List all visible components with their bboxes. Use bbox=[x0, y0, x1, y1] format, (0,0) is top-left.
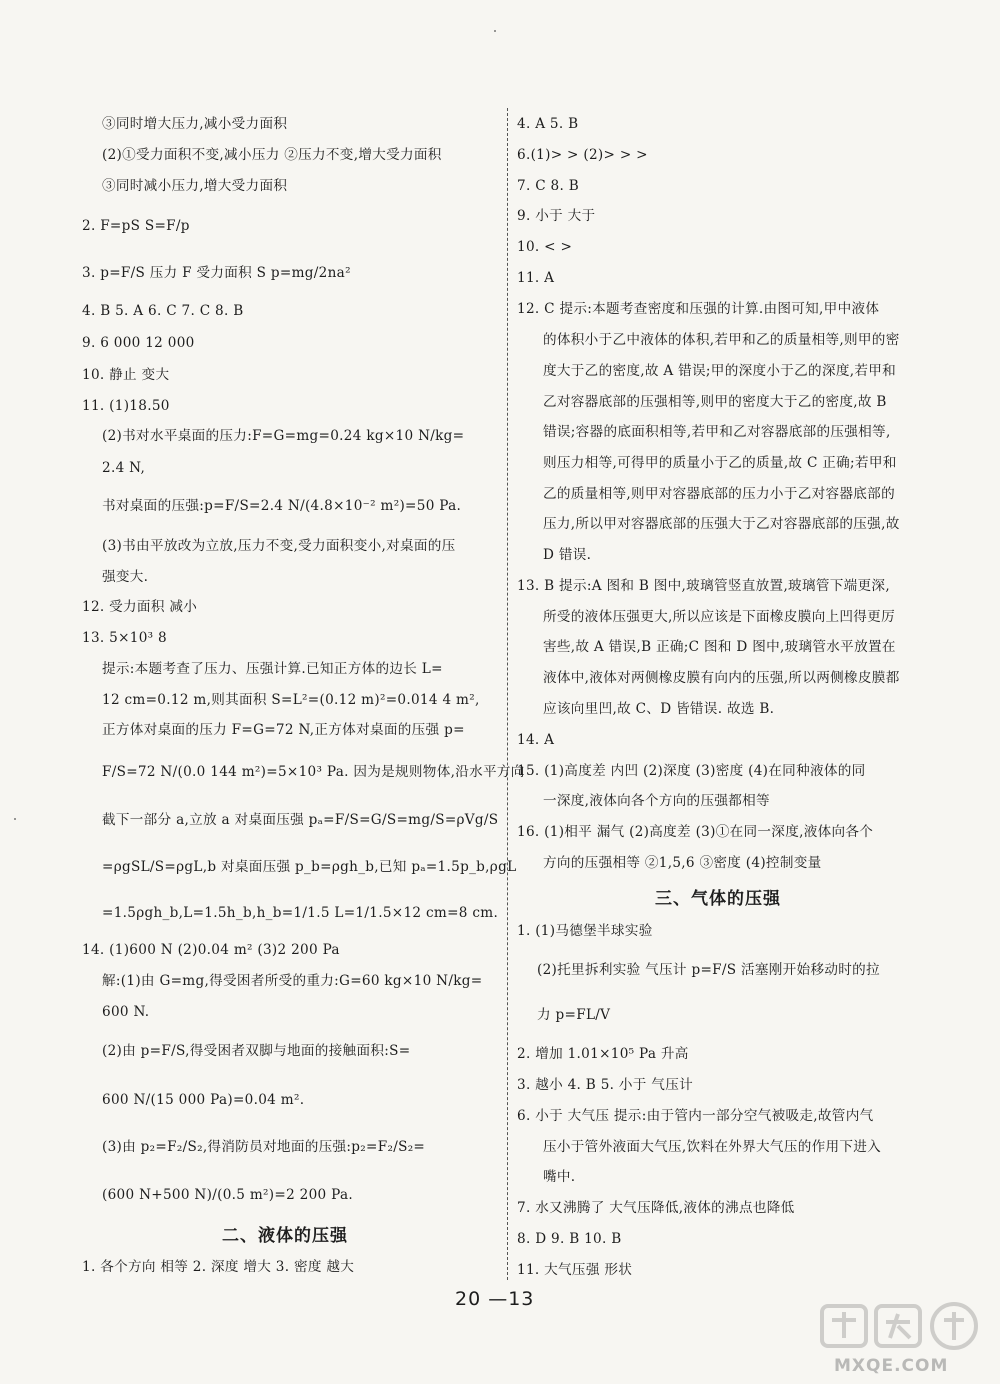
answer-line: 错误;容器的底面积相等,若甲和乙对容器底部的压强相等, bbox=[543, 424, 891, 440]
answer-line: 一深度,液体向各个方向的压强都相等 bbox=[543, 793, 770, 809]
answer-line: 16. (1)相平 漏气 (2)高度差 (3)①在同一深度,液体向各个 bbox=[517, 824, 874, 840]
answer-line: F/S=72 N/(0.0 144 m²)=5×10³ Pa. 因为是规则物体,沿水平方向 bbox=[102, 764, 525, 780]
answer-line: 11. A bbox=[517, 270, 555, 286]
answer-line: 2. 增加 1.01×10⁵ Pa 升高 bbox=[517, 1046, 689, 1062]
answer-line: 压小于管外液面大气压,饮料在外界大气压的作用下进入 bbox=[543, 1139, 882, 1155]
answer-line: (3)书由平放改为立放,压力不变,受力面积变小,对桌面的压 bbox=[102, 538, 456, 554]
section-title-gas-pressure: 三、气体的压强 bbox=[655, 889, 781, 909]
answer-line: 12 cm=0.12 m,则其面积 S=L²=(0.12 m)²=0.014 4 m², bbox=[102, 692, 480, 708]
column-divider bbox=[507, 108, 508, 1280]
answer-line: 正方体对桌面的压力 F=G=72 N,正方体对桌面的压强 p= bbox=[102, 722, 465, 738]
answer-line: 8. D 9. B 10. B bbox=[517, 1231, 622, 1247]
page-number: 20 —13 bbox=[455, 1288, 535, 1310]
answer-line: 强变大. bbox=[102, 569, 149, 585]
answer-line: 600 N. bbox=[102, 1004, 150, 1020]
answer-line: ③同时增大压力,减小受力面积 bbox=[102, 116, 288, 132]
watermark-text: MXQE.COM bbox=[834, 1356, 949, 1376]
answer-line: 12. 受力面积 减小 bbox=[82, 599, 198, 615]
answer-line: 压力,所以甲对容器底部的压强大于乙对容器底部的压强,故 bbox=[543, 516, 900, 532]
answer-line: 的体积小于乙中液体的体积,若甲和乙的质量相等,则甲的密 bbox=[543, 332, 900, 348]
answer-line: (2)①受力面积不变,减小压力 ②压力不变,增大受力面积 bbox=[102, 147, 442, 163]
answer-line: 3. 越小 4. B 5. 小于 气压计 bbox=[517, 1077, 693, 1093]
answer-line: 应该向里凹,故 C、D 皆错误. 故选 B. bbox=[543, 701, 775, 717]
answer-line: 9. 6 000 12 000 bbox=[82, 335, 195, 351]
answer-line: 6. 小于 大气压 提示:由于管内一部分空气被吸走,故管内气 bbox=[517, 1108, 874, 1124]
answer-line: (600 N+500 N)/(0.5 m²)=2 200 Pa. bbox=[102, 1187, 353, 1203]
answer-line: 1. (1)马德堡半球实验 bbox=[517, 923, 653, 939]
answer-line: 乙对容器底部的压强相等,则甲的密度大于乙的密度,故 B bbox=[543, 394, 887, 410]
answer-line: 600 N/(15 000 Pa)=0.04 m². bbox=[102, 1092, 305, 1108]
answer-line: 7. C 8. B bbox=[517, 178, 579, 194]
answer-line: 4. A 5. B bbox=[517, 116, 579, 132]
answer-line: 6.(1)> > (2)> > > bbox=[517, 147, 648, 163]
answer-line: (2)由 p=F/S,得受困者双脚与地面的接触面积:S= bbox=[102, 1043, 411, 1059]
answer-line: 提示:本题考查了压力、压强计算.已知正方体的边长 L= bbox=[102, 661, 443, 677]
answer-line: 9. 小于 大于 bbox=[517, 208, 596, 224]
answer-line: 乙的质量相等,则甲对容器底部的压力小于乙对容器底部的 bbox=[543, 486, 895, 502]
answer-line: 截下一部分 a,立放 a 对桌面压强 pₐ=F/S=G/S=mg/S=ρVg/S bbox=[102, 812, 499, 828]
answer-line: 嘴中. bbox=[543, 1169, 576, 1185]
answer-line: 11. 大气压强 形状 bbox=[517, 1262, 633, 1278]
answer-line: (3)由 p₂=F₂/S₂,得消防员对地面的压强:p₂=F₂/S₂= bbox=[102, 1139, 426, 1155]
answer-line: 方向的压强相等 ②1,5,6 ③密度 (4)控制变量 bbox=[543, 855, 822, 871]
answer-line: ③同时减小压力,增大受力面积 bbox=[102, 178, 288, 194]
answer-line: (2)书对水平桌面的压力:F=G=mg=0.24 kg×10 N/kg= bbox=[102, 428, 465, 444]
answer-line: 4. B 5. A 6. C 7. C 8. B bbox=[82, 303, 244, 319]
margin-dot bbox=[494, 30, 496, 32]
answer-line: 14. A bbox=[517, 732, 555, 748]
answer-line: D 错误. bbox=[543, 547, 592, 563]
answer-line: 14. (1)600 N (2)0.04 m² (3)2 200 Pa bbox=[82, 942, 340, 958]
answer-line: =ρgSL/S=ρgL,b 对桌面压强 p_b=ρgh_b,已知 pₐ=1.5p_b,ρgL bbox=[102, 859, 517, 875]
answer-line: 11. (1)18.50 bbox=[82, 398, 170, 414]
answer-line: 13. 5×10³ 8 bbox=[82, 630, 167, 646]
answer-line: =1.5ρgh_b,L=1.5h_b,h_b=1/1.5 L=1/1.5×12 cm=8 cm. bbox=[102, 905, 499, 921]
answer-line: 液体中,液体对两侧橡皮膜有向内的压强,所以两侧橡皮膜都 bbox=[543, 670, 900, 686]
answer-line: 10. < > bbox=[517, 239, 573, 255]
answer-line: 10. 静止 变大 bbox=[82, 367, 170, 383]
answer-line: 害些,故 A 错误,B 正确;C 图和 D 图中,玻璃管水平放置在 bbox=[543, 639, 896, 655]
answer-line: (2)托里拆利实验 气压计 p=F/S 活塞刚开始移动时的拉 bbox=[537, 962, 880, 978]
answer-line: 12. C 提示:本题考查密度和压强的计算.由图可知,甲中液体 bbox=[517, 301, 880, 317]
answer-line: 15. (1)高度差 内凹 (2)深度 (3)密度 (4)在同种液体的同 bbox=[517, 763, 866, 779]
answer-line: 书对桌面的压强:p=F/S=2.4 N/(4.8×10⁻² m²)=50 Pa. bbox=[102, 498, 462, 514]
answer-line: 解:(1)由 G=mg,得受困者所受的重力:G=60 kg×10 N/kg= bbox=[102, 973, 483, 989]
answer-line: 力 p=FL/V bbox=[537, 1007, 611, 1023]
answer-line: 7. 水又沸腾了 大气压降低,液体的沸点也降低 bbox=[517, 1200, 795, 1216]
answer-line: 13. B 提示:A 图和 B 图中,玻璃管竖直放置,玻璃管下端更深, bbox=[517, 578, 890, 594]
answer-line: 2. F=pS S=F/p bbox=[82, 218, 190, 234]
answer-line: 3. p=F/S 压力 F 受力面积 S p=mg/2na² bbox=[82, 265, 351, 281]
section-title-liquid-pressure: 二、液体的压强 bbox=[222, 1226, 348, 1246]
answer-line: 所受的液体压强更大,所以应该是下面橡皮膜向上凹得更厉 bbox=[543, 609, 895, 625]
answer-line: 则压力相等,可得甲的质量小于乙的质量,故 C 正确;若甲和 bbox=[543, 455, 897, 471]
answer-line: 2.4 N, bbox=[102, 460, 146, 476]
margin-dot bbox=[14, 818, 16, 820]
answer-line: 1. 各个方向 相等 2. 深度 增大 3. 密度 越大 bbox=[82, 1259, 355, 1275]
answer-line: 度大于乙的密度,故 A 错误;甲的深度小于乙的深度,若甲和 bbox=[543, 363, 897, 379]
